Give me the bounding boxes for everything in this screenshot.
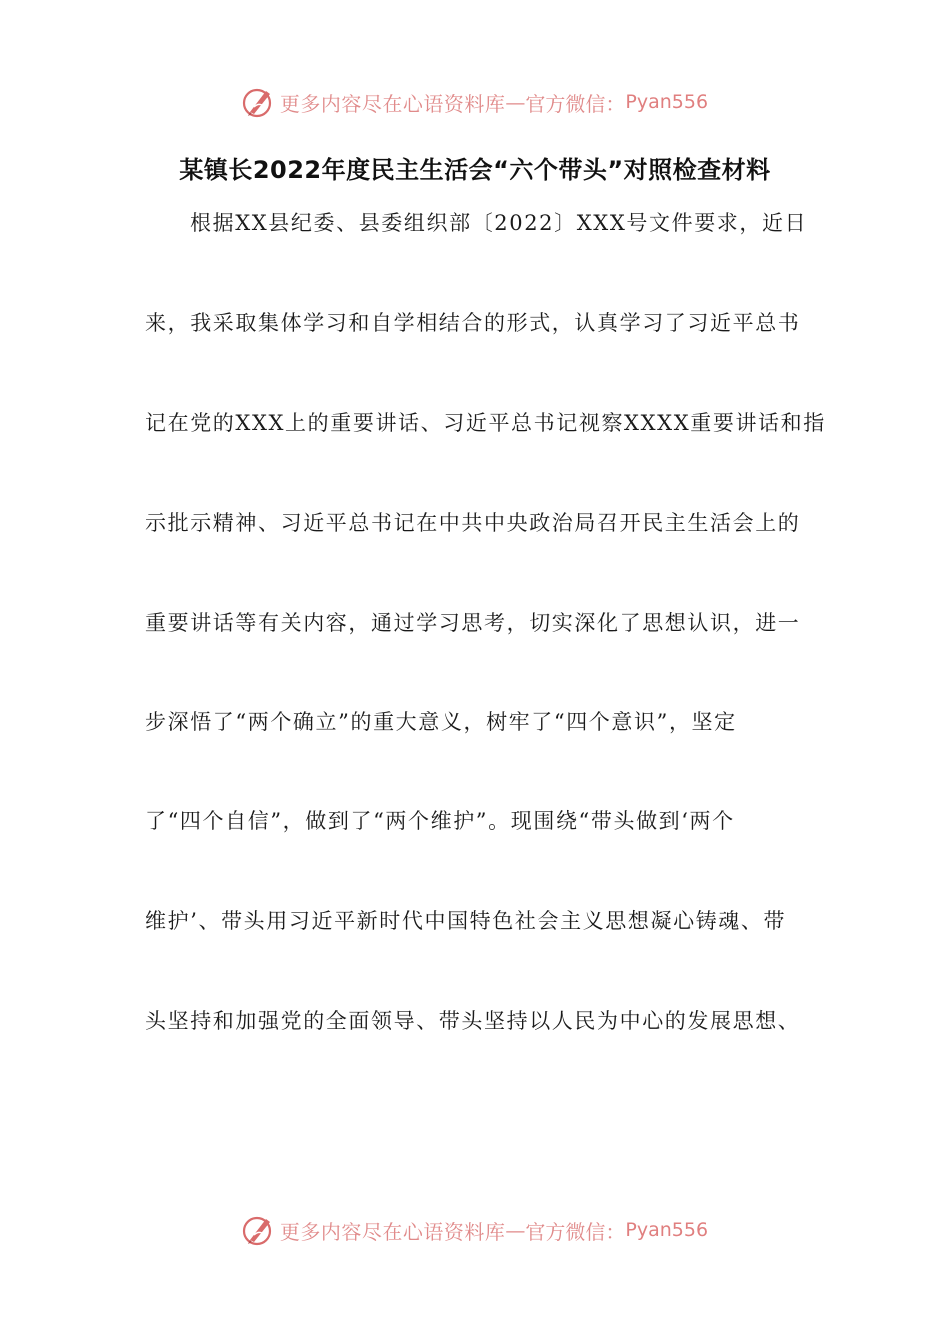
banner-wechat-label: 官方微信：	[525, 91, 626, 116]
banner-wechat-id: Pyan556	[625, 1219, 709, 1241]
body-line: 了“四个自信”，做到了“两个维护”。现围绕“带头做到‘两个	[145, 809, 735, 833]
body-line: 步深悟了“两个确立”的重大意义，树牢了“四个意识”，坚定	[145, 710, 737, 734]
body-line: 来，我采取集体学习和自学相结合的形式，认真学习了习近平总书	[145, 311, 801, 335]
banner-dash: —	[505, 1218, 526, 1242]
banner-dash: —	[505, 90, 526, 114]
body-line: 示批示精神、习近平总书记在中共中央政治局召开民主生活会上的	[145, 511, 801, 535]
banner-text: 更多内容尽在心语资料库	[279, 1219, 506, 1244]
body-line: 记在党的XXX上的重要讲话、习近平总书记视察XXXX重要讲话和指	[145, 411, 826, 435]
header-banner	[0, 82, 950, 122]
body-line: 根据XX县纪委、县委组织部〔2022〕XXX号文件要求，近日	[190, 211, 808, 235]
pen-logo-icon	[242, 1213, 276, 1247]
body-line: 维护’、带头用习近平新时代中国特色社会主义思想凝心铸魂、带	[145, 909, 787, 933]
banner-wechat-id: Pyan556	[625, 91, 709, 113]
banner-wechat-label: 官方微信：	[525, 1219, 626, 1244]
document-title: 某镇长2022年度民主生活会“六个带头”对照检查材料	[179, 156, 771, 184]
banner-text: 更多内容尽在心语资料库	[279, 91, 506, 116]
pen-logo-icon	[242, 85, 276, 119]
body-line: 头坚持和加强党的全面领导、带头坚持以人民为中心的发展思想、	[145, 1009, 801, 1033]
body-line: 重要讲话等有关内容，通过学习思考，切实深化了思想认识，进一	[145, 611, 801, 635]
footer-banner	[0, 1210, 950, 1250]
